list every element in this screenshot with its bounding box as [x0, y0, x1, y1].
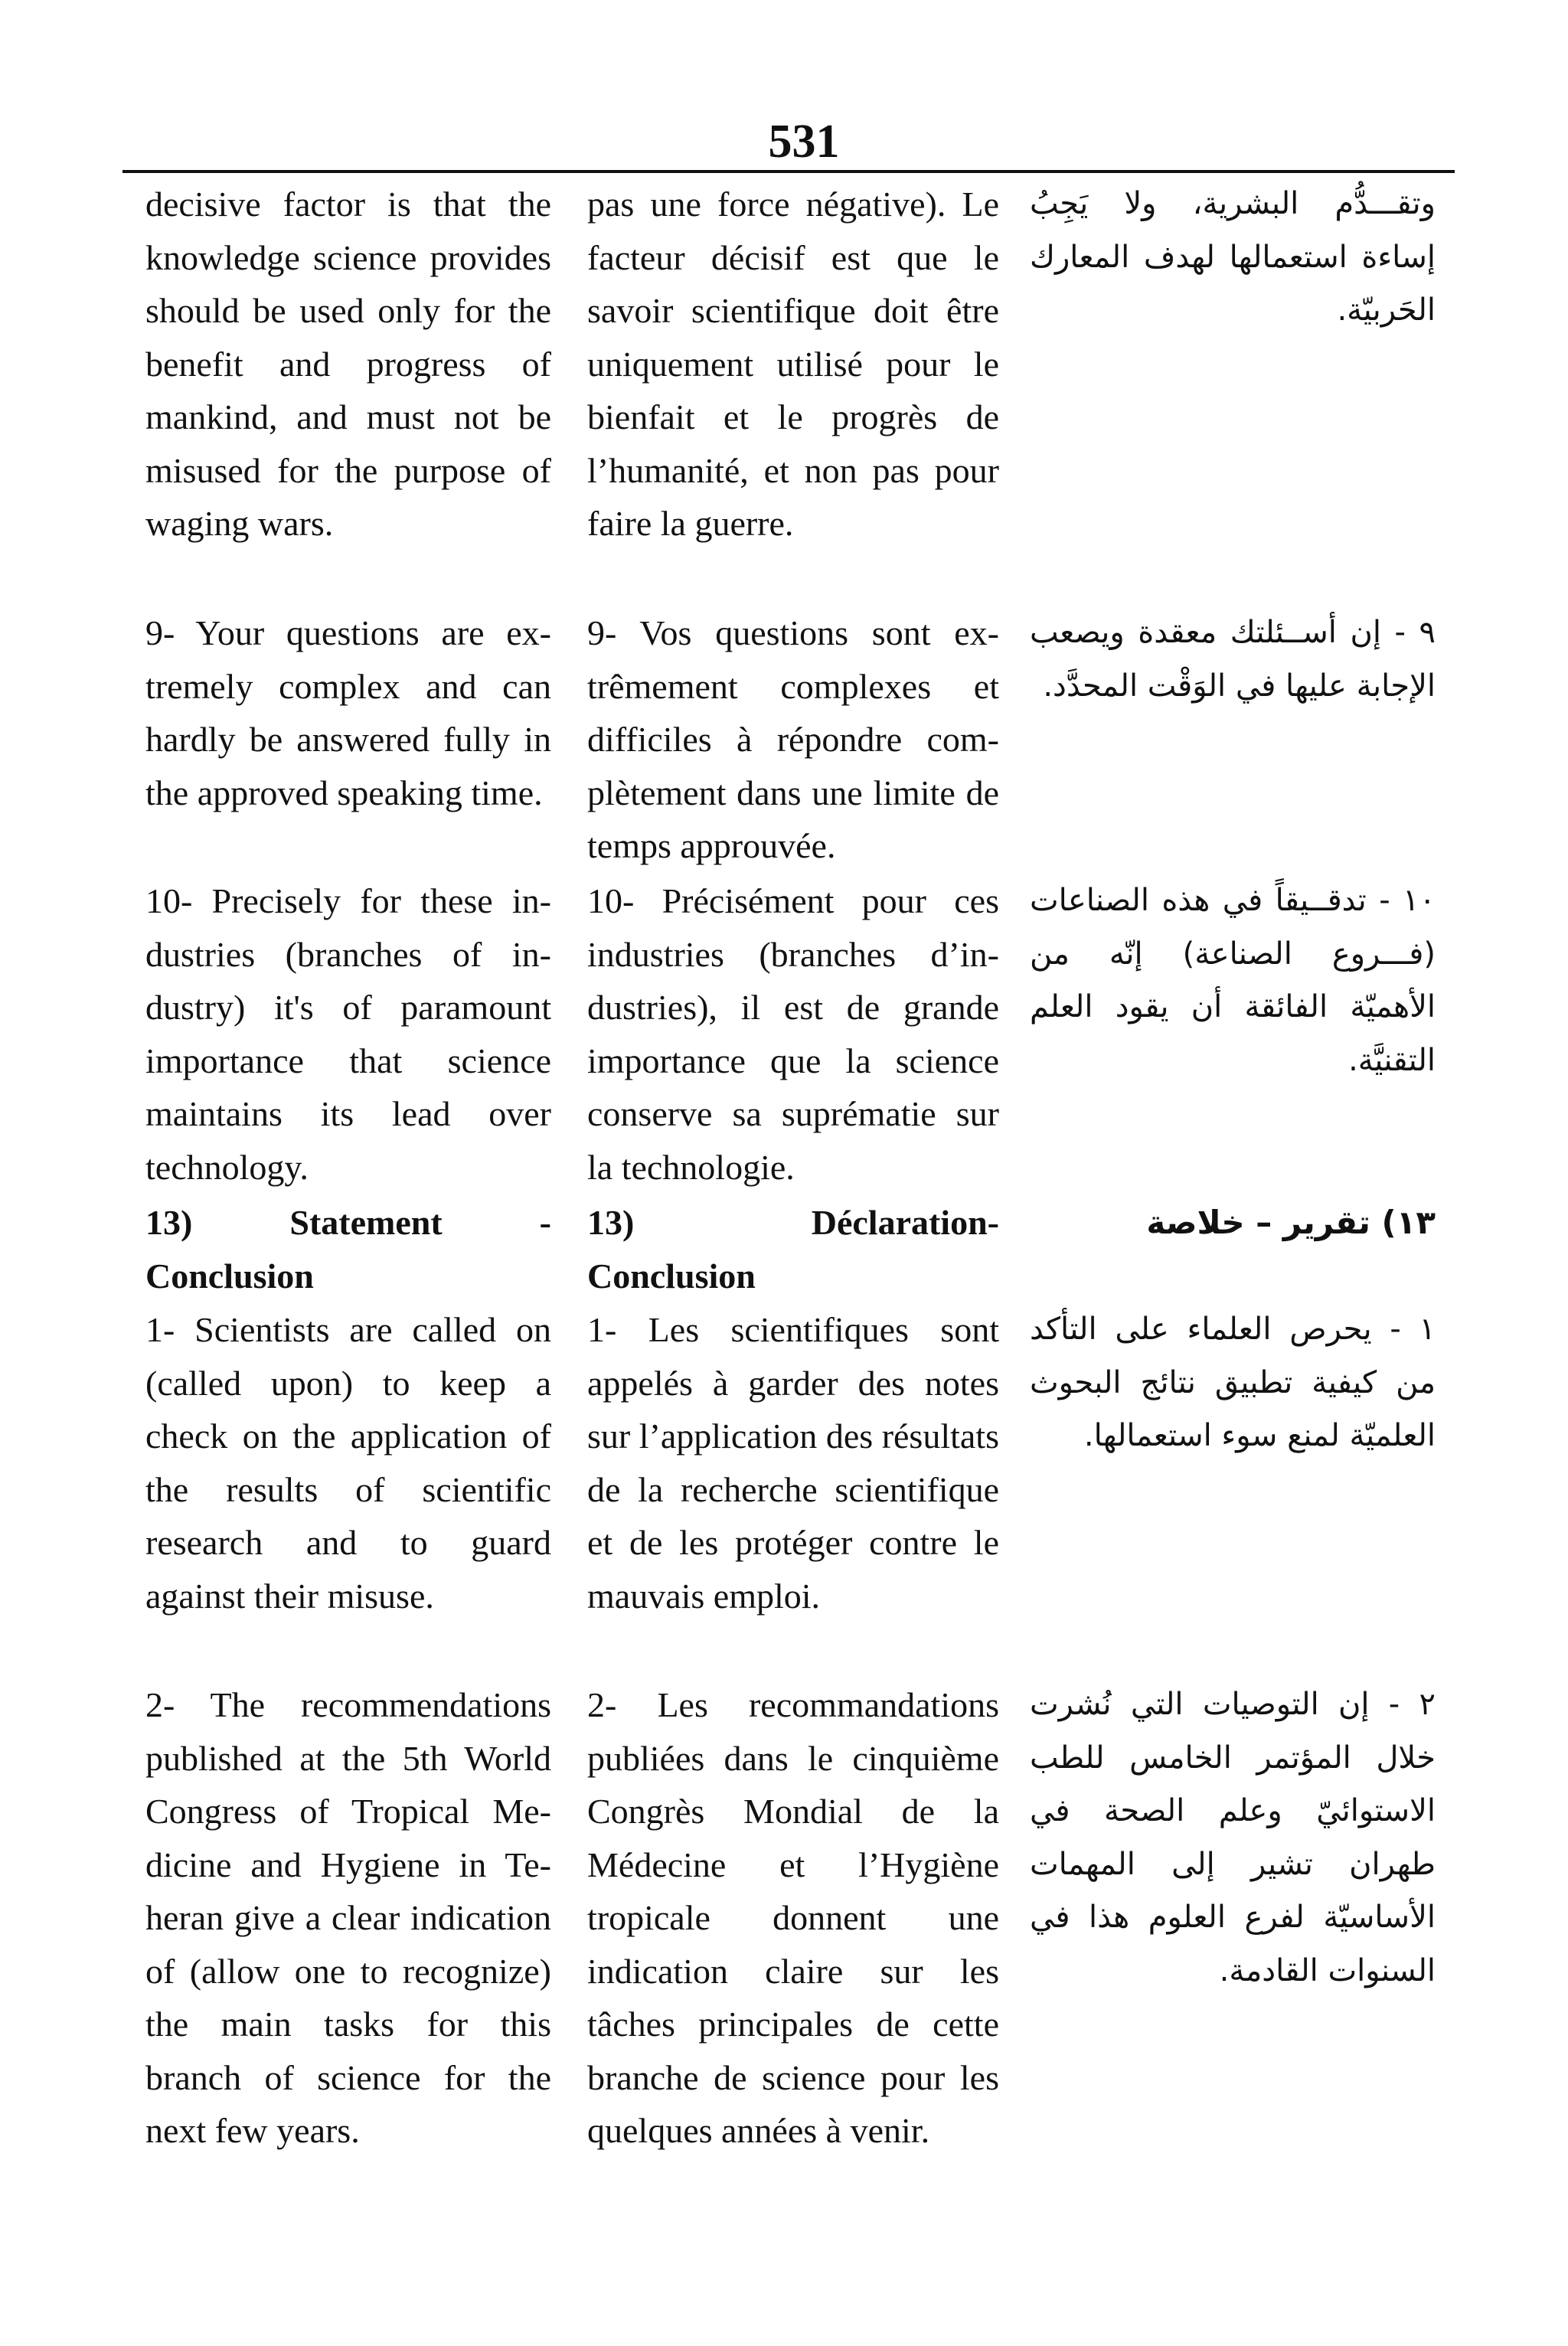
french-heading-13: 13) Déclaration- Conclusion: [587, 1203, 999, 1296]
english-paragraph-10: 10- Precisely for these industries (branches of industry) it's of paramount importance that science maintains its lead over technology.: [145, 881, 551, 1187]
french-paragraph-10: 10- Précisément pour ces industries (branches d’industries), il est de grande importance que la science conserve sa suprématie sur la technologie.: [587, 881, 999, 1187]
arabic-paragraph-13-1: ١ - يحرص العلماء على التأكد من كيفية تطبيق نتائج البحوث العلميّة لمنع سوء استعمالها.: [1030, 1312, 1436, 1453]
french-paragraph-13-2: 2- Les recommandations publiées dans le cinquième Congrès Mondial de la Médecine et l’Hygiène tropicale donnent une indication claire sur les tâches principales de cette branche de science pour les quelques années à venir.: [587, 1685, 999, 2150]
arabic-paragraph-13-2: ٢ - إن التوصيات التي نُشرت خلال المؤتمر الخامس للطب الاستوائيّ وعلم الصحة في طهران تشير إلى المهمات الأساسيّة لفرع العلوم هذا في السنوات القادمة.: [1030, 1687, 1436, 1988]
french-paragraph-8-end: pas une force négative). Le facteur décisif est que le savoir scientifique doit être uniquement utilisé pour le bienfait et le progrès de l’humanité, et non pas pour faire la guerre.: [587, 185, 999, 543]
english-paragraph-13-1: 1- Scientists are called on (called upon) to keep a check on the application of the results of scientific research and to guard against their misuse.: [145, 1310, 551, 1616]
page-number: 531: [768, 116, 840, 168]
arabic-paragraph-9: ٩ - إن أســئلتك معقدة ويصعب الإجابة عليها في الوَقْت المحدَّد.: [1030, 615, 1436, 704]
french-paragraph-9: 9- Vos questions sont extrêmement complexes et difficiles à répondre complètement dans une limite de temps approuvée.: [587, 613, 999, 865]
english-heading-13: 13) Statement - Conclusion: [145, 1203, 551, 1296]
arabic-paragraph-10: ١٠ - تدقــيقاً في هذه الصناعات (فـــروع الصناعة) إنّه من الأهميّة الفائقة أن يقود العلم التقنيَّة.: [1030, 883, 1436, 1078]
english-paragraph-9: 9- Your questions are extremely complex and can hardly be answered fully in the approved speaking time.: [145, 613, 551, 812]
french-paragraph-13-1: 1- Les scientifiques sont appelés à garder des notes sur l’application des résultats de la recherche scientifique et de les protéger contre le mauvais emploi.: [587, 1310, 999, 1616]
arabic-paragraph-8-end: وتقـــدُّم البشرية، ولا يَجِبُ إساءة استعمالها لهدف المعارك الحَربيّة.: [1030, 186, 1436, 328]
arabic-heading-13: ١٣) تقرير – خلاصة: [1146, 1204, 1436, 1241]
top-rule: [122, 170, 1455, 173]
english-paragraph-13-2: 2- The recommendations published at the 5th World Congress of Tropical Medicine and Hygiene in Teheran give a clear indication of (allow one to recognize) the main tasks for this branch of science for the next few years.: [145, 1685, 551, 2150]
english-paragraph-8-end: decisive factor is that the knowledge science provides should be used only for the benefit and progress of mankind, and must not be misused for the purpose of waging wars.: [145, 185, 551, 543]
